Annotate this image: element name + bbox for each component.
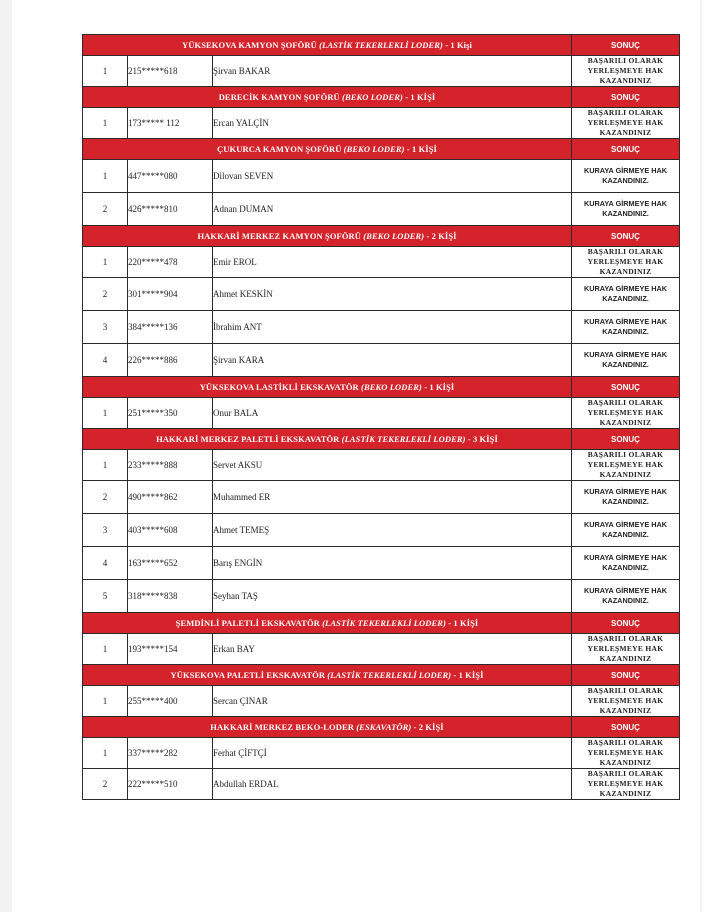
- section-title-text: ŞEMDİNLİ PALETLİ EKSKAVATÖR: [175, 618, 320, 628]
- candidate-name: Sercan ÇINAR: [213, 686, 572, 717]
- section-title-text: YÜKSEKOVA KAMYON ŞOFÖRÜ: [182, 40, 317, 50]
- result-cell: [572, 686, 680, 717]
- table-row: [83, 108, 680, 139]
- candidate-name: Ahmet KESKİN: [213, 278, 572, 311]
- result-text-line: KURAYA GİRMEYE HAK: [583, 199, 668, 208]
- row-number: 5: [83, 580, 128, 613]
- result-text-line: YERLEŞMEYE HAK: [587, 118, 664, 127]
- result-text-line: KURAYA GİRMEYE HAK: [583, 487, 668, 496]
- section-title-text: HAKKARİ MERKEZ BEKO-LODER: [210, 722, 355, 732]
- result-cell: [572, 580, 680, 613]
- section-header-row: [83, 226, 680, 247]
- masked-id-number: 193*****154: [128, 634, 213, 665]
- section-title: [83, 665, 572, 686]
- table-row: [83, 311, 680, 344]
- section-title-text: YÜKSEKOVA PALETLİ EKSKAVATÖR: [170, 670, 326, 680]
- table-row: [83, 278, 680, 311]
- result-text-line: KAZANDINIZ: [599, 128, 652, 137]
- result-column-header: SONUÇ: [572, 35, 680, 56]
- table-row: [83, 738, 680, 769]
- masked-id-number: 163*****652: [128, 547, 213, 580]
- result-cell: [572, 247, 680, 278]
- masked-id-number: 220*****478: [128, 247, 213, 278]
- result-text-line: BAŞARILI OLARAK: [587, 634, 664, 643]
- section-title: [83, 139, 572, 160]
- result-cell: [572, 193, 680, 226]
- section-count: - 1 Kişi: [445, 40, 472, 50]
- section-header-row: [83, 613, 680, 634]
- result-cell: [572, 160, 680, 193]
- masked-id-number: 233*****888: [128, 450, 213, 481]
- section-count: - 1 KİŞİ: [453, 670, 484, 680]
- result-cell: [572, 398, 680, 429]
- result-text-line: BAŞARILI OLARAK: [587, 398, 664, 407]
- row-number: 1: [83, 634, 128, 665]
- result-text-line: BAŞARILI OLARAK: [587, 450, 664, 459]
- placement-results-table: [82, 34, 680, 800]
- result-cell: [572, 738, 680, 769]
- result-text-line: KURAYA GİRMEYE HAK: [583, 586, 668, 595]
- candidate-name: Ercan YALÇİN: [213, 108, 572, 139]
- table-row: [83, 481, 680, 514]
- result-text-line: KURAYA GİRMEYE HAK: [583, 520, 668, 529]
- candidate-name: Şirvan KARA: [213, 344, 572, 377]
- section-subtitle: (LASTİK TEKERLEKLİ LODER): [322, 618, 447, 628]
- result-text-line: KAZANDINIZ.: [602, 360, 649, 369]
- result-column-header: SONUÇ: [572, 717, 680, 738]
- candidate-name: Dilovan SEVEN: [213, 160, 572, 193]
- section-subtitle: (BEKO LODER): [363, 231, 425, 241]
- section-header-row: [83, 665, 680, 686]
- result-text-line: YERLEŞMEYE HAK: [587, 460, 664, 469]
- section-title: [83, 377, 572, 398]
- result-text-line: KAZANDINIZ.: [602, 530, 649, 539]
- candidate-name: İbrahim ANT: [213, 311, 572, 344]
- result-text-line: BAŞARILI OLARAK: [587, 56, 664, 65]
- result-text-line: KAZANDINIZ: [599, 76, 652, 85]
- result-cell: [572, 108, 680, 139]
- masked-id-number: 384*****136: [128, 311, 213, 344]
- masked-id-number: 318*****838: [128, 580, 213, 613]
- candidate-name: Barış ENGİN: [213, 547, 572, 580]
- result-text-line: KURAYA GİRMEYE HAK: [583, 553, 668, 562]
- table-row: [83, 398, 680, 429]
- result-column-header: SONUÇ: [572, 377, 680, 398]
- section-subtitle: (LASTİK TEKERLEKLİ LODER): [341, 434, 466, 444]
- section-title: [83, 35, 572, 56]
- table-row: [83, 580, 680, 613]
- section-title: [83, 87, 572, 108]
- row-number: 1: [83, 56, 128, 87]
- section-subtitle: (BEKO LODER): [343, 144, 405, 154]
- masked-id-number: 251*****350: [128, 398, 213, 429]
- result-cell: [572, 769, 680, 800]
- row-number: 1: [83, 450, 128, 481]
- result-text-line: YERLEŞMEYE HAK: [587, 257, 664, 266]
- section-header-row: [83, 35, 680, 56]
- section-subtitle: (ESKAVATÖR): [356, 722, 412, 732]
- candidate-name: Şirvan BAKAR: [213, 56, 572, 87]
- table-row: [83, 634, 680, 665]
- section-count: - 1 KİŞİ: [448, 618, 479, 628]
- masked-id-number: 490*****862: [128, 481, 213, 514]
- section-title-text: HAKKARİ MERKEZ KAMYON ŞOFÖRÜ: [197, 231, 362, 241]
- result-text-line: KAZANDINIZ: [599, 789, 652, 798]
- section-title: [83, 613, 572, 634]
- section-count: - 3 KİŞİ: [467, 434, 498, 444]
- candidate-name: Ahmet TEMEŞ: [213, 514, 572, 547]
- result-cell: [572, 311, 680, 344]
- result-text-line: BAŞARILI OLARAK: [587, 738, 664, 747]
- result-column-header: SONUÇ: [572, 87, 680, 108]
- result-text-line: KURAYA GİRMEYE HAK: [583, 284, 668, 293]
- result-text-line: YERLEŞMEYE HAK: [587, 644, 664, 653]
- row-number: 2: [83, 481, 128, 514]
- result-text-line: BAŞARILI OLARAK: [587, 108, 664, 117]
- result-text-line: KAZANDINIZ.: [602, 209, 649, 218]
- result-text-line: YERLEŞMEYE HAK: [587, 748, 664, 757]
- masked-id-number: 447*****080: [128, 160, 213, 193]
- masked-id-number: 226*****886: [128, 344, 213, 377]
- section-header-row: [83, 717, 680, 738]
- result-text-line: BAŞARILI OLARAK: [587, 247, 664, 256]
- section-subtitle: (LASTİK TEKERLEKLİ LODER): [327, 670, 452, 680]
- candidate-name: Emir EROL: [213, 247, 572, 278]
- section-header-row: [83, 429, 680, 450]
- result-text-line: KAZANDINIZ: [599, 758, 652, 767]
- masked-id-number: 426*****810: [128, 193, 213, 226]
- result-column-header: SONUÇ: [572, 665, 680, 686]
- table-row: [83, 160, 680, 193]
- result-column-header: SONUÇ: [572, 139, 680, 160]
- result-cell: [572, 514, 680, 547]
- result-text-line: KAZANDINIZ.: [602, 596, 649, 605]
- table-row: [83, 193, 680, 226]
- result-cell: [572, 278, 680, 311]
- result-text-line: YERLEŞMEYE HAK: [587, 66, 664, 75]
- candidate-name: Onur BALA: [213, 398, 572, 429]
- row-number: 1: [83, 247, 128, 278]
- masked-id-number: 222*****510: [128, 769, 213, 800]
- section-title-text: ÇUKURCA KAMYON ŞOFÖRÜ: [217, 144, 342, 154]
- result-cell: [572, 547, 680, 580]
- section-header-row: [83, 377, 680, 398]
- section-subtitle: (LASTİK TEKERLEKLİ LODER): [319, 40, 443, 50]
- table-row: [83, 686, 680, 717]
- row-number: 1: [83, 738, 128, 769]
- table-row: [83, 450, 680, 481]
- section-count: - 1 KİŞİ: [405, 92, 436, 102]
- candidate-name: Erkan BAY: [213, 634, 572, 665]
- section-title: [83, 226, 572, 247]
- section-header-row: [83, 87, 680, 108]
- row-number: 1: [83, 160, 128, 193]
- section-count: - 2 KİŞİ: [426, 231, 457, 241]
- candidate-name: Seyhan TAŞ: [213, 580, 572, 613]
- result-text-line: KURAYA GİRMEYE HAK: [583, 317, 668, 326]
- result-column-header: SONUÇ: [572, 226, 680, 247]
- row-number: 1: [83, 686, 128, 717]
- section-header-row: [83, 139, 680, 160]
- masked-id-number: 215*****618: [128, 56, 213, 87]
- section-subtitle: (BEKO LODER): [342, 92, 403, 102]
- section-subtitle: (BEKO LODER): [361, 382, 422, 392]
- masked-id-number: 403*****608: [128, 514, 213, 547]
- masked-id-number: 301*****904: [128, 278, 213, 311]
- result-text-line: KAZANDINIZ: [599, 706, 652, 715]
- candidate-name: Ferhat ÇİFTÇİ: [213, 738, 572, 769]
- masked-id-number: 255*****400: [128, 686, 213, 717]
- table-row: [83, 514, 680, 547]
- candidate-name: Abdullah ERDAL: [213, 769, 572, 800]
- result-text-line: KAZANDINIZ: [599, 418, 652, 427]
- candidate-name: Adnan DUMAN: [213, 193, 572, 226]
- row-number: 3: [83, 514, 128, 547]
- result-text-line: KAZANDINIZ.: [602, 294, 649, 303]
- section-title: [83, 429, 572, 450]
- result-cell: [572, 634, 680, 665]
- result-column-header: SONUÇ: [572, 613, 680, 634]
- result-cell: [572, 344, 680, 377]
- section-title-text: DERECİK KAMYON ŞOFÖRÜ: [218, 92, 340, 102]
- result-text-line: KAZANDINIZ.: [602, 327, 649, 336]
- result-text-line: KAZANDINIZ: [599, 267, 652, 276]
- row-number: 1: [83, 108, 128, 139]
- candidate-name: Muhammed ER: [213, 481, 572, 514]
- result-text-line: KAZANDINIZ: [599, 654, 652, 663]
- row-number: 2: [83, 278, 128, 311]
- row-number: 2: [83, 193, 128, 226]
- candidate-name: Servet AKSU: [213, 450, 572, 481]
- result-text-line: KAZANDINIZ.: [602, 176, 649, 185]
- section-count: - 1 KİŞİ: [424, 382, 455, 392]
- table-row: [83, 547, 680, 580]
- result-text-line: KURAYA GİRMEYE HAK: [583, 350, 668, 359]
- document-page: [12, 0, 700, 912]
- row-number: 2: [83, 769, 128, 800]
- section-title-text: HAKKARİ MERKEZ PALETLİ EKSKAVATÖR: [156, 434, 340, 444]
- masked-id-number: 337*****282: [128, 738, 213, 769]
- section-count: - 2 KİŞİ: [413, 722, 444, 732]
- masked-id-number: 173***** 112: [128, 108, 213, 139]
- result-text-line: KAZANDINIZ.: [602, 563, 649, 572]
- table-row: [83, 56, 680, 87]
- row-number: 3: [83, 311, 128, 344]
- result-text-line: KURAYA GİRMEYE HAK: [583, 166, 668, 175]
- table-row: [83, 247, 680, 278]
- result-text-line: KAZANDINIZ: [599, 470, 652, 479]
- result-text-line: BAŞARILI OLARAK: [587, 686, 664, 695]
- table-row: [83, 344, 680, 377]
- result-column-header: SONUÇ: [572, 429, 680, 450]
- result-cell: [572, 450, 680, 481]
- table-row: [83, 769, 680, 800]
- result-text-line: YERLEŞMEYE HAK: [587, 779, 664, 788]
- result-cell: [572, 56, 680, 87]
- section-title-text: YÜKSEKOVA LASTİKLİ EKSKAVATÖR: [199, 382, 359, 392]
- row-number: 1: [83, 398, 128, 429]
- row-number: 4: [83, 547, 128, 580]
- result-text-line: YERLEŞMEYE HAK: [587, 408, 664, 417]
- result-cell: [572, 481, 680, 514]
- section-count: - 1 KİŞİ: [406, 144, 437, 154]
- result-text-line: YERLEŞMEYE HAK: [587, 696, 664, 705]
- row-number: 4: [83, 344, 128, 377]
- result-text-line: BAŞARILI OLARAK: [587, 769, 664, 778]
- result-text-line: KAZANDINIZ.: [602, 497, 649, 506]
- section-title: [83, 717, 572, 738]
